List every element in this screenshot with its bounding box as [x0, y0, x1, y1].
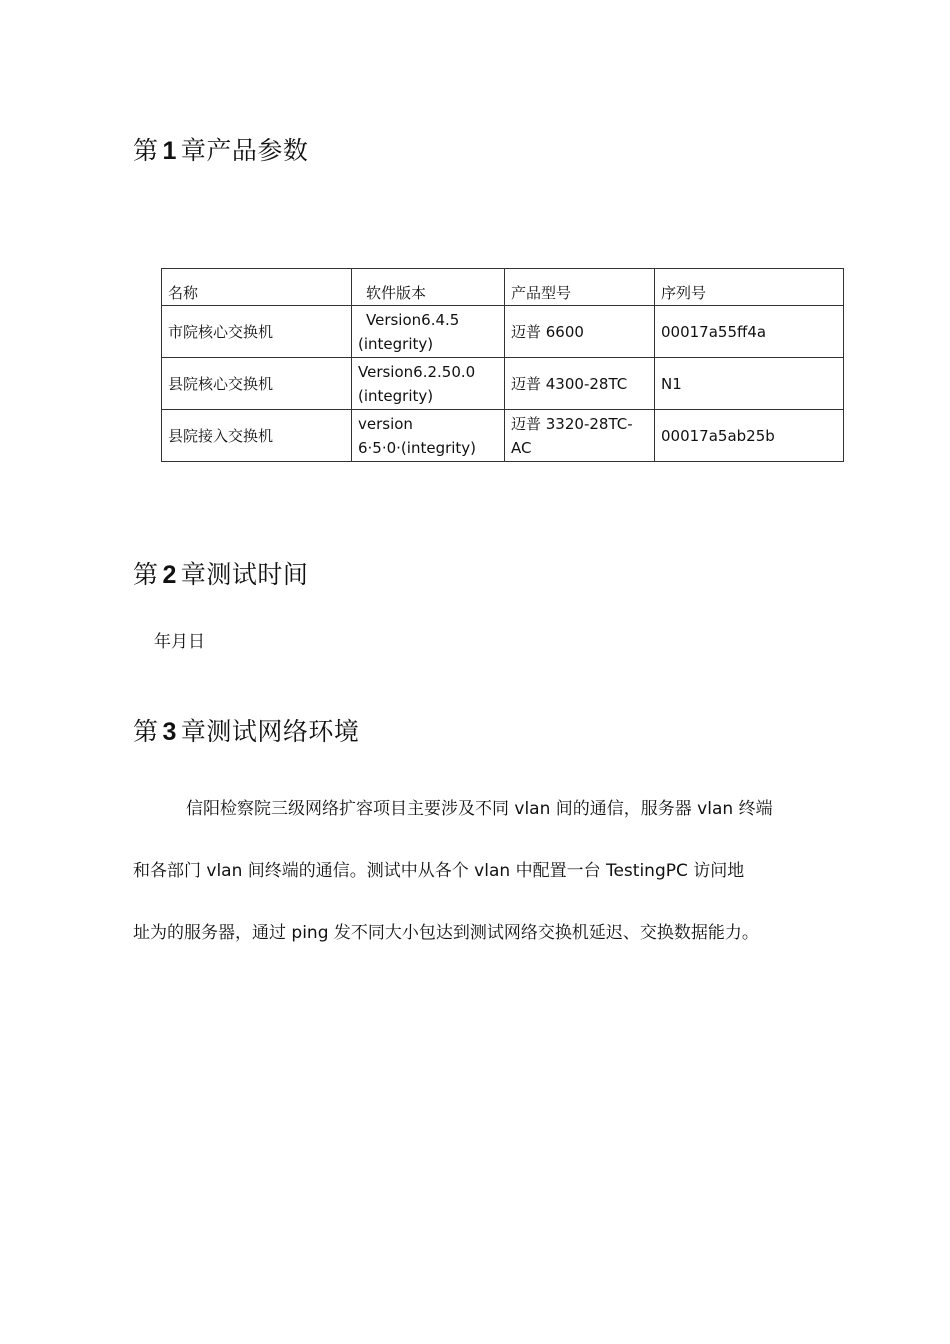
- chapter-1-heading: [133, 131, 308, 167]
- cell-model: 迈普 6600: [505, 306, 655, 358]
- chapter-number: 3: [162, 718, 177, 746]
- cell-version: [352, 410, 505, 462]
- header-software-version: 软件版本: [352, 269, 505, 306]
- chapter-3-heading: [133, 712, 359, 748]
- table-header-row: [162, 269, 844, 306]
- chapter-number: 2: [162, 561, 177, 589]
- cell-name: 县院核心交换机: [162, 358, 352, 410]
- header-name: 名称: [162, 269, 352, 306]
- chapter-prefix: 第: [133, 717, 159, 746]
- cell-model: 迈普 4300-28TC: [505, 358, 655, 410]
- version-line: version: [358, 414, 413, 433]
- cell-version: [352, 358, 505, 410]
- network-paragraph-line: 信阳检察院三级网络扩容项目主要涉及不同 vlan 间的通信，服务器 vlan 终端: [186, 799, 773, 819]
- test-date: 年月日: [154, 632, 205, 652]
- header-serial: 序列号: [655, 269, 844, 306]
- chapter-prefix: 第: [133, 136, 159, 165]
- table-row: [162, 358, 844, 410]
- cell-serial: 00017a55ff4a: [655, 306, 844, 358]
- table-row: [162, 410, 844, 462]
- network-paragraph-line: 和各部门 vlan 间终端的通信。测试中从各个 vlan 中配置一台 TestingPC 访问地: [133, 861, 745, 881]
- cell-serial: N1: [655, 358, 844, 410]
- chapter-title: 章产品参数: [180, 136, 309, 165]
- chapter-title: 章测试网络环境: [180, 717, 360, 746]
- chapter-2-heading: [133, 555, 308, 591]
- version-line: 6·5·0·(integrity): [358, 438, 477, 457]
- cell-model: 迈普 3320-28TC-AC: [505, 410, 655, 462]
- version-line: Version6.2.50.0: [358, 362, 476, 381]
- header-model: 产品型号: [505, 269, 655, 306]
- network-paragraph-line: 址为的服务器，通过 ping 发不同大小包达到测试网络交换机延迟、交换数据能力。: [133, 923, 759, 943]
- chapter-title: 章测试时间: [180, 560, 309, 589]
- cell-name: 县院接入交换机: [162, 410, 352, 462]
- chapter-number: 1: [162, 137, 177, 165]
- version-line: Version6.4.5: [366, 310, 460, 329]
- version-line: (integrity): [358, 334, 434, 353]
- cell-name: 市院核心交换机: [162, 306, 352, 358]
- table-row: [162, 306, 844, 358]
- version-line: (integrity): [358, 386, 434, 405]
- cell-serial: 00017a5ab25b: [655, 410, 844, 462]
- cell-version: [352, 306, 505, 358]
- product-params-table: [161, 268, 844, 462]
- chapter-prefix: 第: [133, 560, 159, 589]
